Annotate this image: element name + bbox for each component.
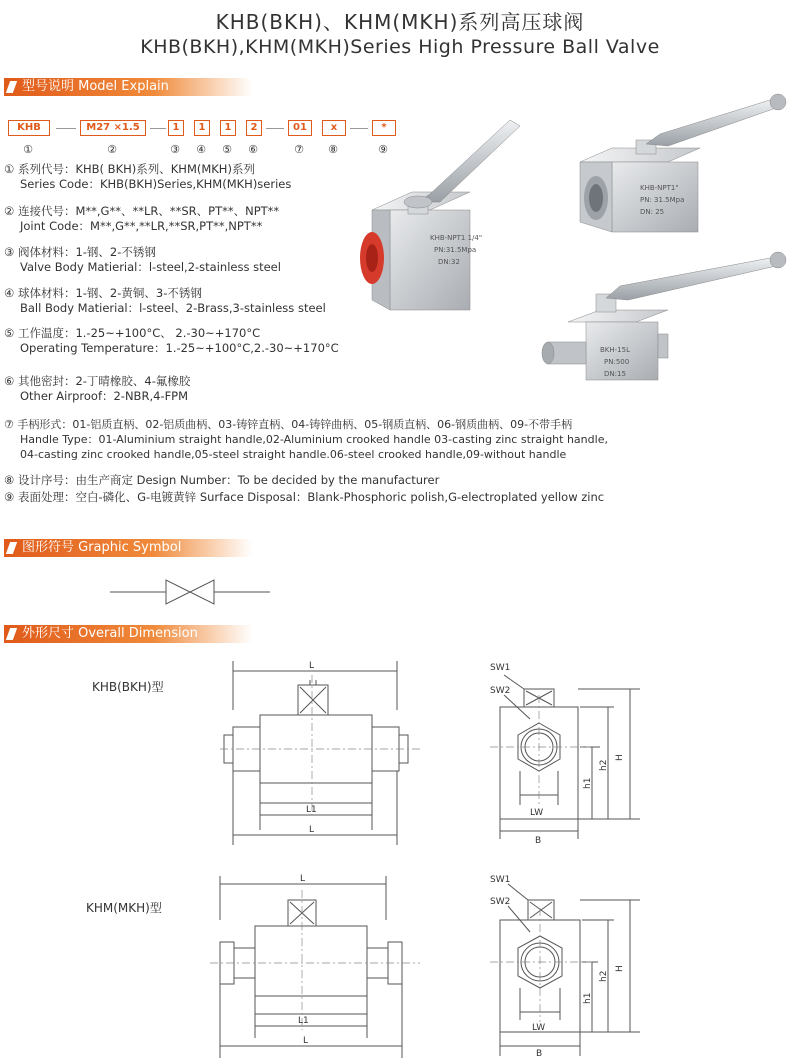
code-part-surface: *: [372, 120, 396, 136]
code-index: ⑧: [328, 143, 338, 156]
spec-temperature: ⑤ 工作温度：1.-25~+100°C、 2.-30~+170°C Operating Temperature：1.-25~+100°C,2.-30~+170°C: [4, 326, 339, 355]
valve-photo-3: [542, 252, 786, 380]
code-part-design: x: [322, 120, 346, 136]
valve-photo-2: [580, 94, 786, 232]
title-cn: KHB(BKH)、KHM(MKH)系列高压球阀: [215, 10, 585, 34]
section-banner-symbol: [4, 539, 252, 557]
svg-text:PN:31.5Mpa: PN:31.5Mpa: [434, 246, 477, 254]
code-dash: [56, 128, 76, 129]
code-part-ball: 1: [194, 120, 210, 136]
section-title-symbol: 图形符号 Graphic Symbol: [22, 540, 182, 555]
svg-text:LW: LW: [530, 808, 544, 818]
svg-text:KHB-NPT1": KHB-NPT1": [640, 184, 679, 192]
code-part-temp: 1: [220, 120, 236, 136]
svg-text:B: B: [536, 1049, 543, 1058]
code-part-body: 1: [168, 120, 184, 136]
code-index: ②: [107, 143, 117, 156]
valve-photo-1: [360, 120, 520, 310]
svg-text:BKH-15L: BKH-15L: [600, 346, 630, 354]
svg-text:H: H: [615, 965, 625, 972]
spec-ball-body: ④ 球体材料：1-钢、2-黄铜、3-不锈钢 Ball Body Matierial：l-steel、2-Brass,3-stainless steel: [4, 286, 326, 315]
code-part-joint: M27 ×1.5: [80, 120, 146, 136]
svg-text:L: L: [300, 874, 306, 884]
svg-text:PN:500: PN:500: [604, 358, 630, 366]
khb-front-drawing: [200, 655, 440, 845]
spec-series: ① 系列代号：KHB( BKH)系列、KHM(MKH)系列 Series Code：KHB(BKH)Series,KHM(MKH)series: [4, 162, 292, 191]
code-index: ①: [23, 143, 33, 156]
svg-text:KHB-NPT1 1/4": KHB-NPT1 1/4": [430, 234, 483, 242]
code-index: ⑥: [248, 143, 258, 156]
section-title-model: 型号说明 Model Explain: [22, 79, 169, 94]
spec-airproof: ⑥ 其他密封：2-丁晴橡胶、4-氟橡胶 Other Airproof：2-NBR,4-FPM: [4, 374, 191, 403]
spec-joint: ② 连接代号：M**,G**、**LR、**SR、PT**、NPT** Joint Code：M**,G**,**LR,**SR,PT**,NPT**: [4, 204, 280, 233]
section-title-dimension: 外形尺寸 Overall Dimension: [22, 626, 198, 641]
svg-text:SW1: SW1: [490, 663, 511, 673]
product-photos: [350, 90, 800, 390]
svg-text:B: B: [535, 836, 542, 845]
code-index: ⑤: [222, 143, 232, 156]
spec-design: ⑧ 设计序号：由生产商定 Design Number：To be decided by the manufacturer: [4, 473, 440, 487]
svg-text:L1: L1: [298, 1016, 309, 1026]
khb-label: KHB(BKH)型: [92, 680, 164, 694]
svg-text:h2: h2: [599, 970, 609, 982]
khm-side-drawing: [480, 870, 650, 1058]
code-dash: [150, 128, 166, 129]
section-banner-model: [4, 78, 252, 96]
svg-text:h1: h1: [583, 777, 593, 789]
spec-surface: ⑨ 表面处理：空白-磷化、G-电镀黄锌 Surface Disposal：Blank-Phosphoric polish,G-electroplated yellow zinc: [4, 490, 605, 504]
spec-handle: ⑦ 手柄形式：01-铝质直柄、02-铝质曲柄、03-铸锌直柄、04-铸锌曲柄、05-钢质直柄、06-钢质曲柄、09-不带手柄 Handle Type：01-Aluminium straight handle,02-Aluminium crooked handle 03-casting zinc straight handle, 04-casting zinc crooked handle,05-steel straight handle.06-steel crooked handle,09-without handle: [4, 418, 608, 461]
svg-text:DN: 25: DN: 25: [640, 208, 665, 216]
svg-text:H: H: [615, 754, 625, 761]
code-index: ③: [170, 143, 180, 156]
svg-text:SW1: SW1: [490, 875, 511, 885]
svg-text:DN:32: DN:32: [438, 258, 460, 266]
khm-label: KHM(MKH)型: [86, 901, 162, 915]
code-index: ④: [196, 143, 206, 156]
code-part-series: KHB: [8, 120, 50, 136]
svg-text:PN: 31.5Mpa: PN: 31.5Mpa: [640, 196, 685, 204]
svg-text:DN:15: DN:15: [604, 370, 626, 378]
khb-side-drawing: [480, 655, 650, 845]
svg-text:SW2: SW2: [490, 897, 511, 907]
code-dash: [266, 128, 284, 129]
svg-text:h2: h2: [599, 759, 609, 771]
svg-text:SW2: SW2: [490, 686, 511, 696]
svg-text:L1: L1: [306, 805, 317, 815]
khm-front-drawing: [200, 870, 440, 1058]
spec-valve-body: ③ 阀体材料：1-钢、2-不锈钢 Valve Body Matierial：l-steel,2-stainless steel: [4, 245, 281, 274]
section-banner-dimension: [4, 625, 252, 643]
svg-text:L: L: [309, 661, 315, 671]
svg-text:h1: h1: [583, 992, 593, 1004]
svg-text:LW: LW: [532, 1023, 546, 1033]
svg-text:L: L: [303, 1036, 309, 1046]
ball-valve-symbol: [110, 572, 270, 612]
svg-text:L: L: [309, 825, 315, 835]
code-part-seal: 2: [246, 120, 262, 136]
code-index: ⑨: [378, 143, 388, 156]
title-en: KHB(BKH),KHM(MKH)Series High Pressure Ball Valve: [140, 36, 660, 58]
code-index: ⑦: [294, 143, 304, 156]
code-part-handle: 01: [288, 120, 312, 136]
